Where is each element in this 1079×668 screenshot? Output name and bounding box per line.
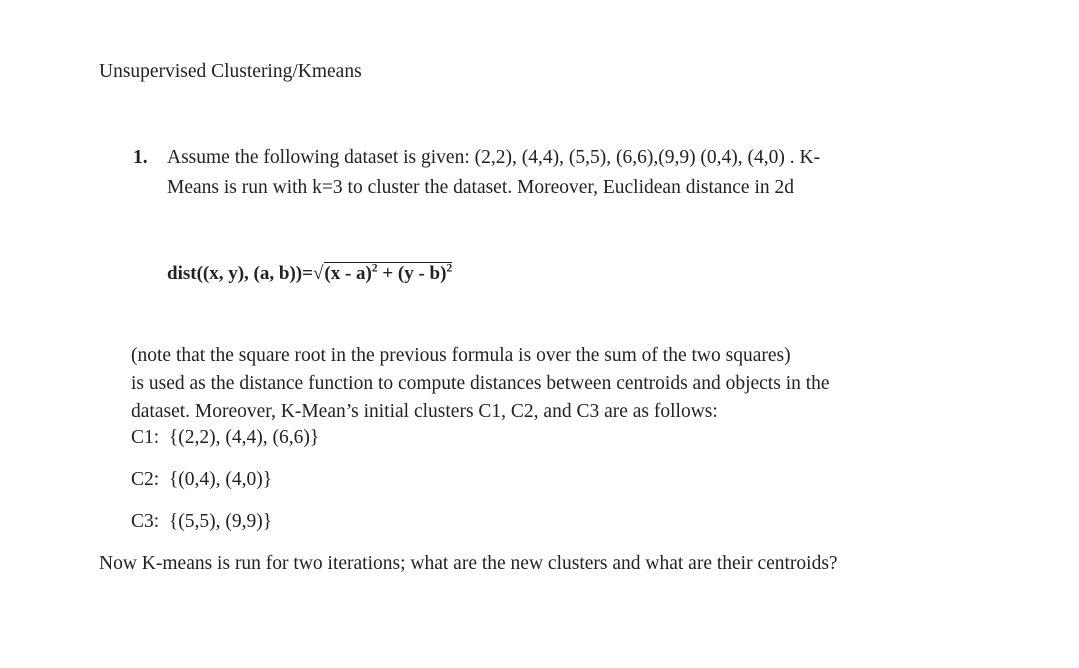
cluster-c2: C2: {(0,4), (4,0)} bbox=[131, 469, 273, 490]
cluster-c1: C1: {(2,2), (4,4), (6,6)} bbox=[131, 427, 320, 448]
formula-exponent-1: 2 bbox=[371, 262, 378, 275]
question-number: 1. bbox=[133, 147, 148, 168]
square-root-symbol: √ bbox=[312, 263, 324, 284]
formula-exponent-2: 2 bbox=[446, 262, 453, 275]
cluster-c3: C3: {(5,5), (9,9)} bbox=[131, 511, 273, 532]
formula-term-1: (x - a) bbox=[324, 263, 372, 284]
closing-question: Now K-means is run for two iterations; what are the new clusters and what are their centroids? bbox=[99, 553, 838, 574]
formula-plus: + bbox=[377, 263, 398, 284]
distance-formula bbox=[167, 262, 452, 283]
page-title: Unsupervised Clustering/Kmeans bbox=[99, 61, 362, 82]
note-line-3: dataset. Moreover, K-Mean’s initial clusters C1, C2, and C3 are as follows: bbox=[131, 401, 718, 422]
note-line-2: is used as the distance function to compute distances between centroids and objects in the bbox=[131, 373, 830, 394]
question-text-line-1: Assume the following dataset is given: (2,2), (4,4), (5,5), (6,6),(9,9) (0,4), (4,0) . K- bbox=[167, 147, 821, 168]
formula-term-2: (y - b) bbox=[397, 263, 447, 284]
note-line-1: (note that the square root in the previous formula is over the sum of the two squares) bbox=[131, 345, 791, 366]
formula-radicand bbox=[324, 262, 452, 283]
question-text-line-2: Means is run with k=3 to cluster the dataset. Moreover, Euclidean distance in 2d bbox=[167, 177, 795, 198]
formula-lhs: dist((x, y), (a, b))= bbox=[167, 263, 313, 284]
